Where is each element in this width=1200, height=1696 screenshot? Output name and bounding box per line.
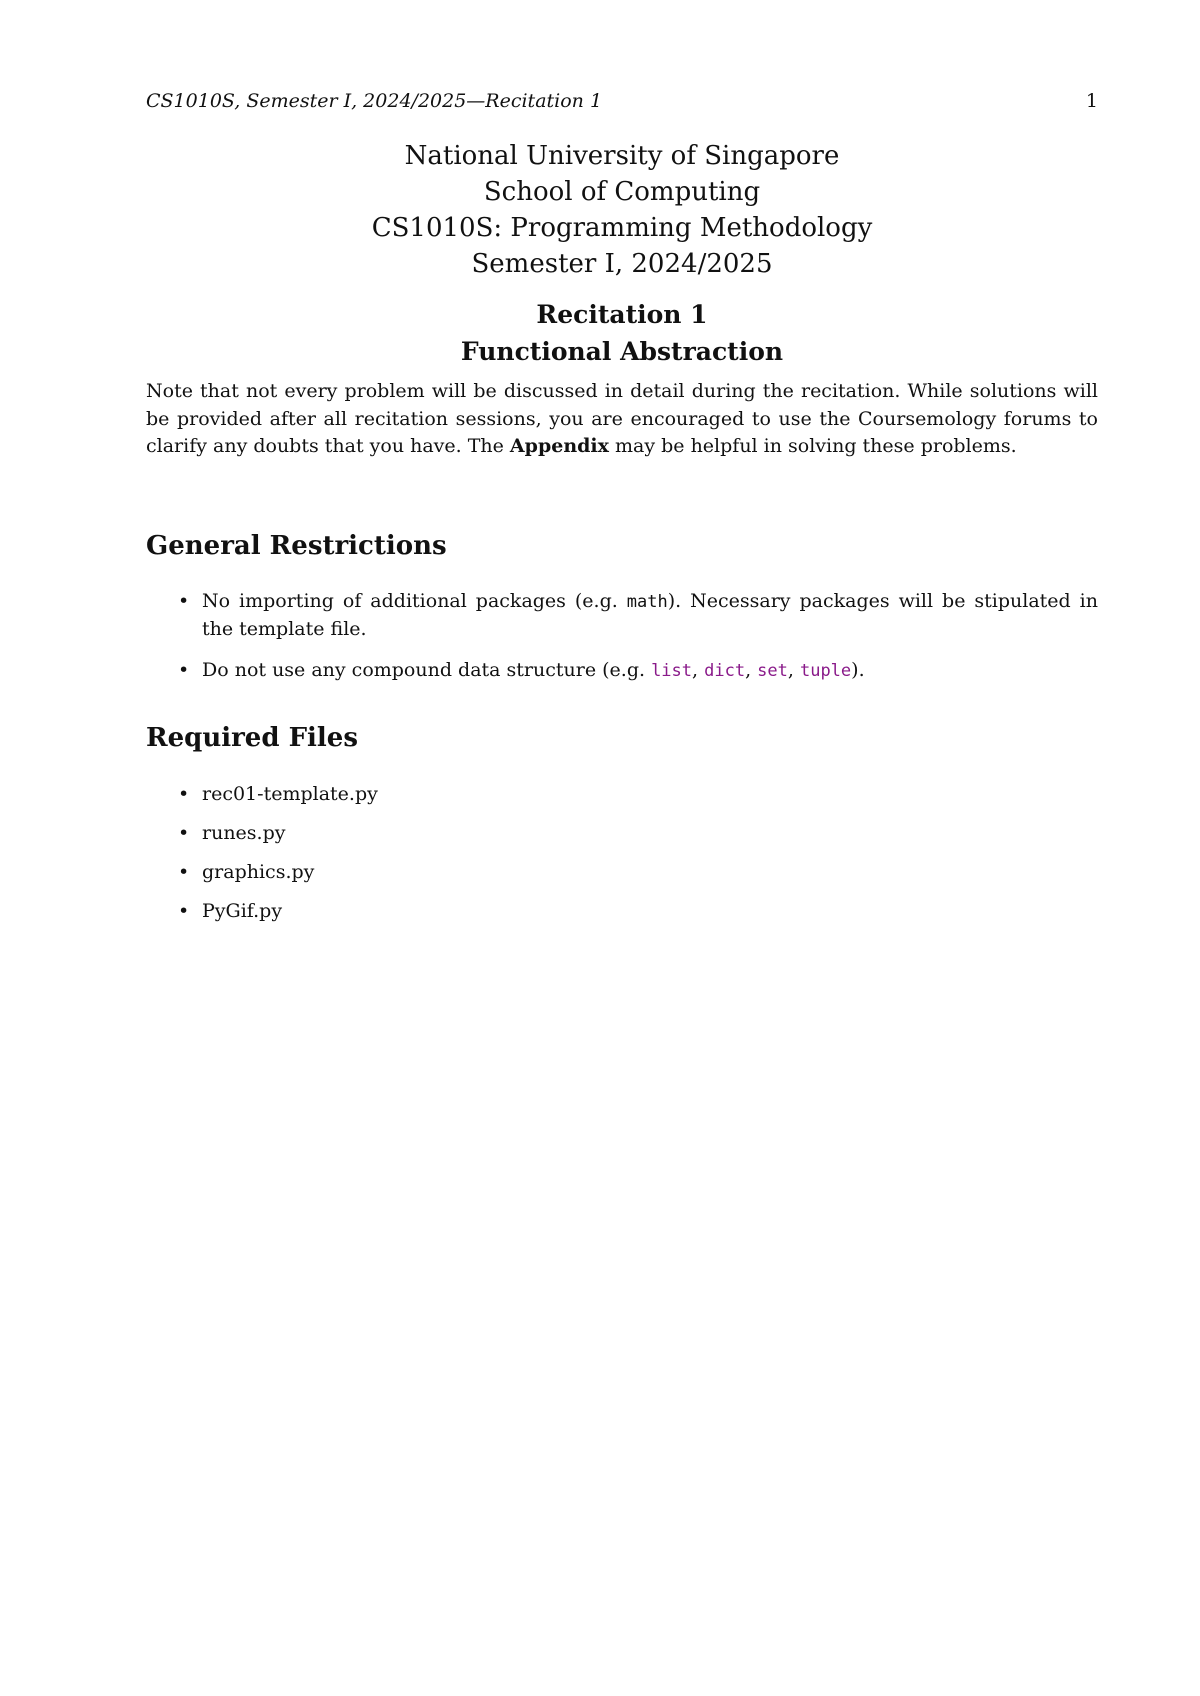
restriction-item-imports bbox=[146, 588, 1098, 643]
appendix-reference: Appendix bbox=[509, 435, 609, 457]
note-paragraph bbox=[146, 378, 1098, 461]
restriction-text-after: ). bbox=[851, 659, 865, 681]
recitation-title-block bbox=[146, 296, 1098, 370]
school-name: School of Computing bbox=[483, 177, 761, 207]
bullet-icon: • bbox=[178, 822, 190, 844]
recitation-number: Recitation 1 bbox=[536, 300, 708, 329]
title-block bbox=[146, 138, 1098, 282]
restriction-text-before: No importing of additional packages (e.g. bbox=[202, 590, 627, 612]
code-math: math bbox=[626, 592, 668, 612]
general-restrictions-heading: General Restrictions bbox=[146, 531, 447, 561]
restriction-item-data-structures bbox=[146, 657, 1098, 685]
code-separator: , bbox=[745, 659, 758, 681]
page-number: 1 bbox=[1085, 90, 1098, 112]
bullet-icon: • bbox=[178, 900, 190, 922]
code-dict: dict bbox=[704, 661, 746, 681]
file-name: graphics.py bbox=[202, 861, 315, 883]
file-name: PyGif.py bbox=[202, 900, 283, 922]
code-tuple: tuple bbox=[799, 661, 852, 681]
bullet-icon: • bbox=[178, 861, 190, 883]
general-restrictions-list bbox=[146, 588, 1098, 699]
bullet-icon: • bbox=[178, 783, 190, 805]
note-text-after: may be helpful in solving these problems. bbox=[608, 435, 1017, 457]
code-list: list bbox=[651, 661, 693, 681]
course-name: CS1010S: Programming Methodology bbox=[371, 213, 873, 243]
bullet-icon: • bbox=[178, 659, 190, 681]
required-file-item bbox=[146, 859, 1098, 886]
code-set: set bbox=[757, 661, 788, 681]
required-files-list bbox=[146, 781, 1098, 937]
file-name: rec01-template.py bbox=[202, 783, 378, 805]
university-name: National University of Singapore bbox=[404, 141, 840, 171]
required-file-item bbox=[146, 898, 1098, 925]
bullet-icon: • bbox=[178, 590, 190, 612]
code-separator: , bbox=[787, 659, 800, 681]
running-header bbox=[146, 90, 1098, 112]
note-text-before: Note that not every problem will be discussed in detail during the recitation. While solutions will be provided after all recitation sessions, you are encouraged to use the Coursemology forums to clarify any doubts that you have. The bbox=[146, 380, 1098, 457]
required-file-item bbox=[146, 781, 1098, 808]
restriction-text-after: ). Necessary packages will be stipulated in the template file. bbox=[202, 590, 1098, 640]
required-file-item bbox=[146, 820, 1098, 847]
required-files-heading: Required Files bbox=[146, 723, 358, 753]
recitation-topic: Functional Abstraction bbox=[460, 337, 784, 366]
code-separator: , bbox=[692, 659, 705, 681]
restriction-text-before: Do not use any compound data structure (e.g. bbox=[202, 659, 652, 681]
file-name: runes.py bbox=[202, 822, 286, 844]
running-title: CS1010S, Semester I, 2024/2025—Recitation 1 bbox=[146, 90, 603, 112]
semester-label: Semester I, 2024/2025 bbox=[471, 249, 773, 279]
